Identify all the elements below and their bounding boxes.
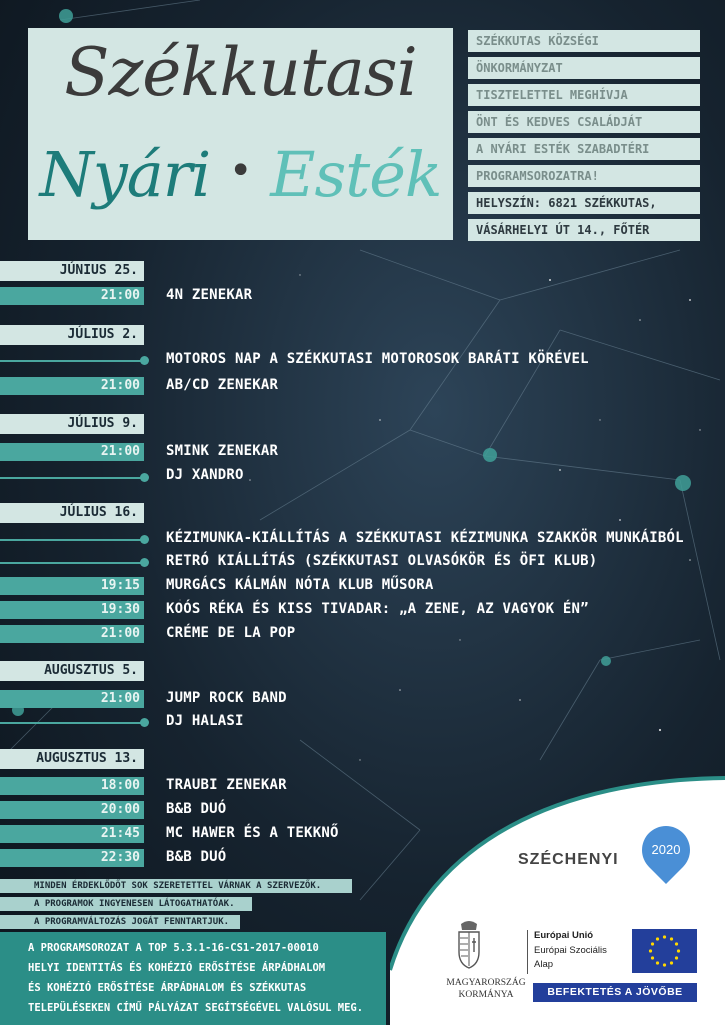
note-line: MINDEN ÉRDEKLŐDŐT SOK SZERETETTEL VÁRNAK A SZERVEZŐK. [0,879,352,893]
date-bar: JÚLIUS 2. [0,325,144,345]
hungary-coat-of-arms-icon [456,920,482,970]
invitation-line: SZÉKKUTAS KÖZSÉGI [468,30,700,52]
eu-flag-icon [632,929,697,973]
connector-dot [140,473,149,482]
connector-dot [140,718,149,727]
event-title: AB/CD ZENEKAR [166,377,279,393]
date-bar: JÚNIUS 25. [0,261,144,281]
title-line1: Székkutasi [64,34,417,111]
government-logo-text [440,977,532,1001]
funding-line: TELEPÜLÉSEKEN CÍMŰ PÁLYÁZAT SEGÍTSÉGÉVEL VALÓSUL MEG. [28,1002,364,1014]
date-bar: JÚLIUS 9. [0,414,144,434]
event-time: 21:00 [0,377,144,395]
event-connector [0,562,144,564]
title-box [28,28,453,240]
government-name-line2: KORMÁNYA [458,990,514,1000]
event-title: MOTOROS NAP A SZÉKKUTASI MOTOROSOK BARÁTI KÖRÉVEL [166,351,589,367]
event-title: DJ XANDRO [166,467,244,483]
title-estek: Esték [270,138,442,211]
event-time: 19:15 [0,577,144,595]
eu-name: Európai Unió [534,930,594,941]
funding-line: ÉS KOHÉZIÓ ERŐSÍTÉSE ÁRPÁDHALOM ÉS SZÉKKUTAS [28,982,307,994]
connector-dot [140,535,149,544]
slogan-banner: BEFEKTETÉS A JÖVŐBE [533,983,697,1002]
title-nyari: Nyári [39,138,211,211]
event-connector [0,539,144,541]
date-bar: AUGUSZTUS 13. [0,749,144,769]
funding-line: HELYI IDENTITÁS ÉS KOHÉZIÓ ERŐSÍTÉSE ÁRPÁDHALOM [28,962,326,974]
event-title: JUMP ROCK BAND [166,690,287,706]
event-title: 4N ZENEKAR [166,287,253,303]
event-time: 18:00 [0,777,144,795]
invitation-line: ÖNT ÉS KEDVES CSALÁDJÁT [468,111,700,133]
eu-fund-line: Alap [534,959,554,970]
event-title: MURGÁCS KÁLMÁN NÓTA KLUB MŰSORA [166,577,434,593]
title-line2 [28,138,453,211]
event-connector [0,722,144,724]
event-title: MC HAWER ÉS A TEKKNŐ [166,825,339,841]
connector-dot [140,356,149,365]
event-connector [0,477,144,479]
event-time: 21:00 [0,690,144,708]
event-title: TRAUBI ZENEKAR [166,777,287,793]
event-title: KOÓS RÉKA ÉS KISS TIVADAR: „A ZENE, AZ VAGYOK ÉN” [166,601,589,617]
invitation-line: PROGRAMSOROZATRA! [468,165,700,187]
invitation-line: TISZTELETTEL MEGHÍVJA [468,84,700,106]
event-title: KÉZIMUNKA-KIÁLLÍTÁS A SZÉKKUTASI KÉZIMUNKA SZAKKÖR MUNKÁIBÓL [166,530,684,546]
invitation-line: A NYÁRI ESTÉK SZABADTÉRI [468,138,700,160]
szechenyi-logo-text: SZÉCHENYI [518,851,619,868]
event-title: CRÉME DE LA POP [166,625,296,641]
event-time: 21:00 [0,625,144,643]
event-title: B&B DUÓ [166,801,227,817]
event-time: 22:30 [0,849,144,867]
eu-fund-line: Európai Szociális [534,945,607,956]
connector-dot [140,558,149,567]
location-line: VÁSÁRHELYI ÚT 14., FŐTÉR [468,219,700,241]
event-title: SMINK ZENEKAR [166,443,279,459]
event-time: 20:00 [0,801,144,819]
event-time: 21:45 [0,825,144,843]
title-separator: • [228,148,252,194]
event-title: B&B DUÓ [166,849,227,865]
location-line: HELYSZÍN: 6821 SZÉKKUTAS, [468,192,700,214]
event-time: 19:30 [0,601,144,619]
eu-separator [527,930,528,974]
event-title: RETRÓ KIÁLLÍTÁS (SZÉKKUTASI OLVASÓKÖR ÉS ÖFI KLUB) [166,553,598,569]
funding-line: A PROGRAMSOROZAT A TOP 5.3.1-16-CS1-2017-00010 [28,942,319,954]
government-name-line1: MAGYARORSZÁG [446,978,526,988]
invitation-line: ÖNKORMÁNYZAT [468,57,700,79]
event-title: DJ HALASI [166,713,244,729]
note-line: A PROGRAMOK INGYENESEN LÁTOGATHATÓAK. [0,897,252,911]
event-time: 21:00 [0,287,144,305]
event-time: 21:00 [0,443,144,461]
event-connector [0,360,144,362]
szechenyi-year: 2020 [651,842,681,857]
note-line: A PROGRAMVÁLTOZÁS JOGÁT FENNTARTJUK. [0,915,240,929]
date-bar: JÚLIUS 16. [0,503,144,523]
date-bar: AUGUSZTUS 5. [0,661,144,681]
